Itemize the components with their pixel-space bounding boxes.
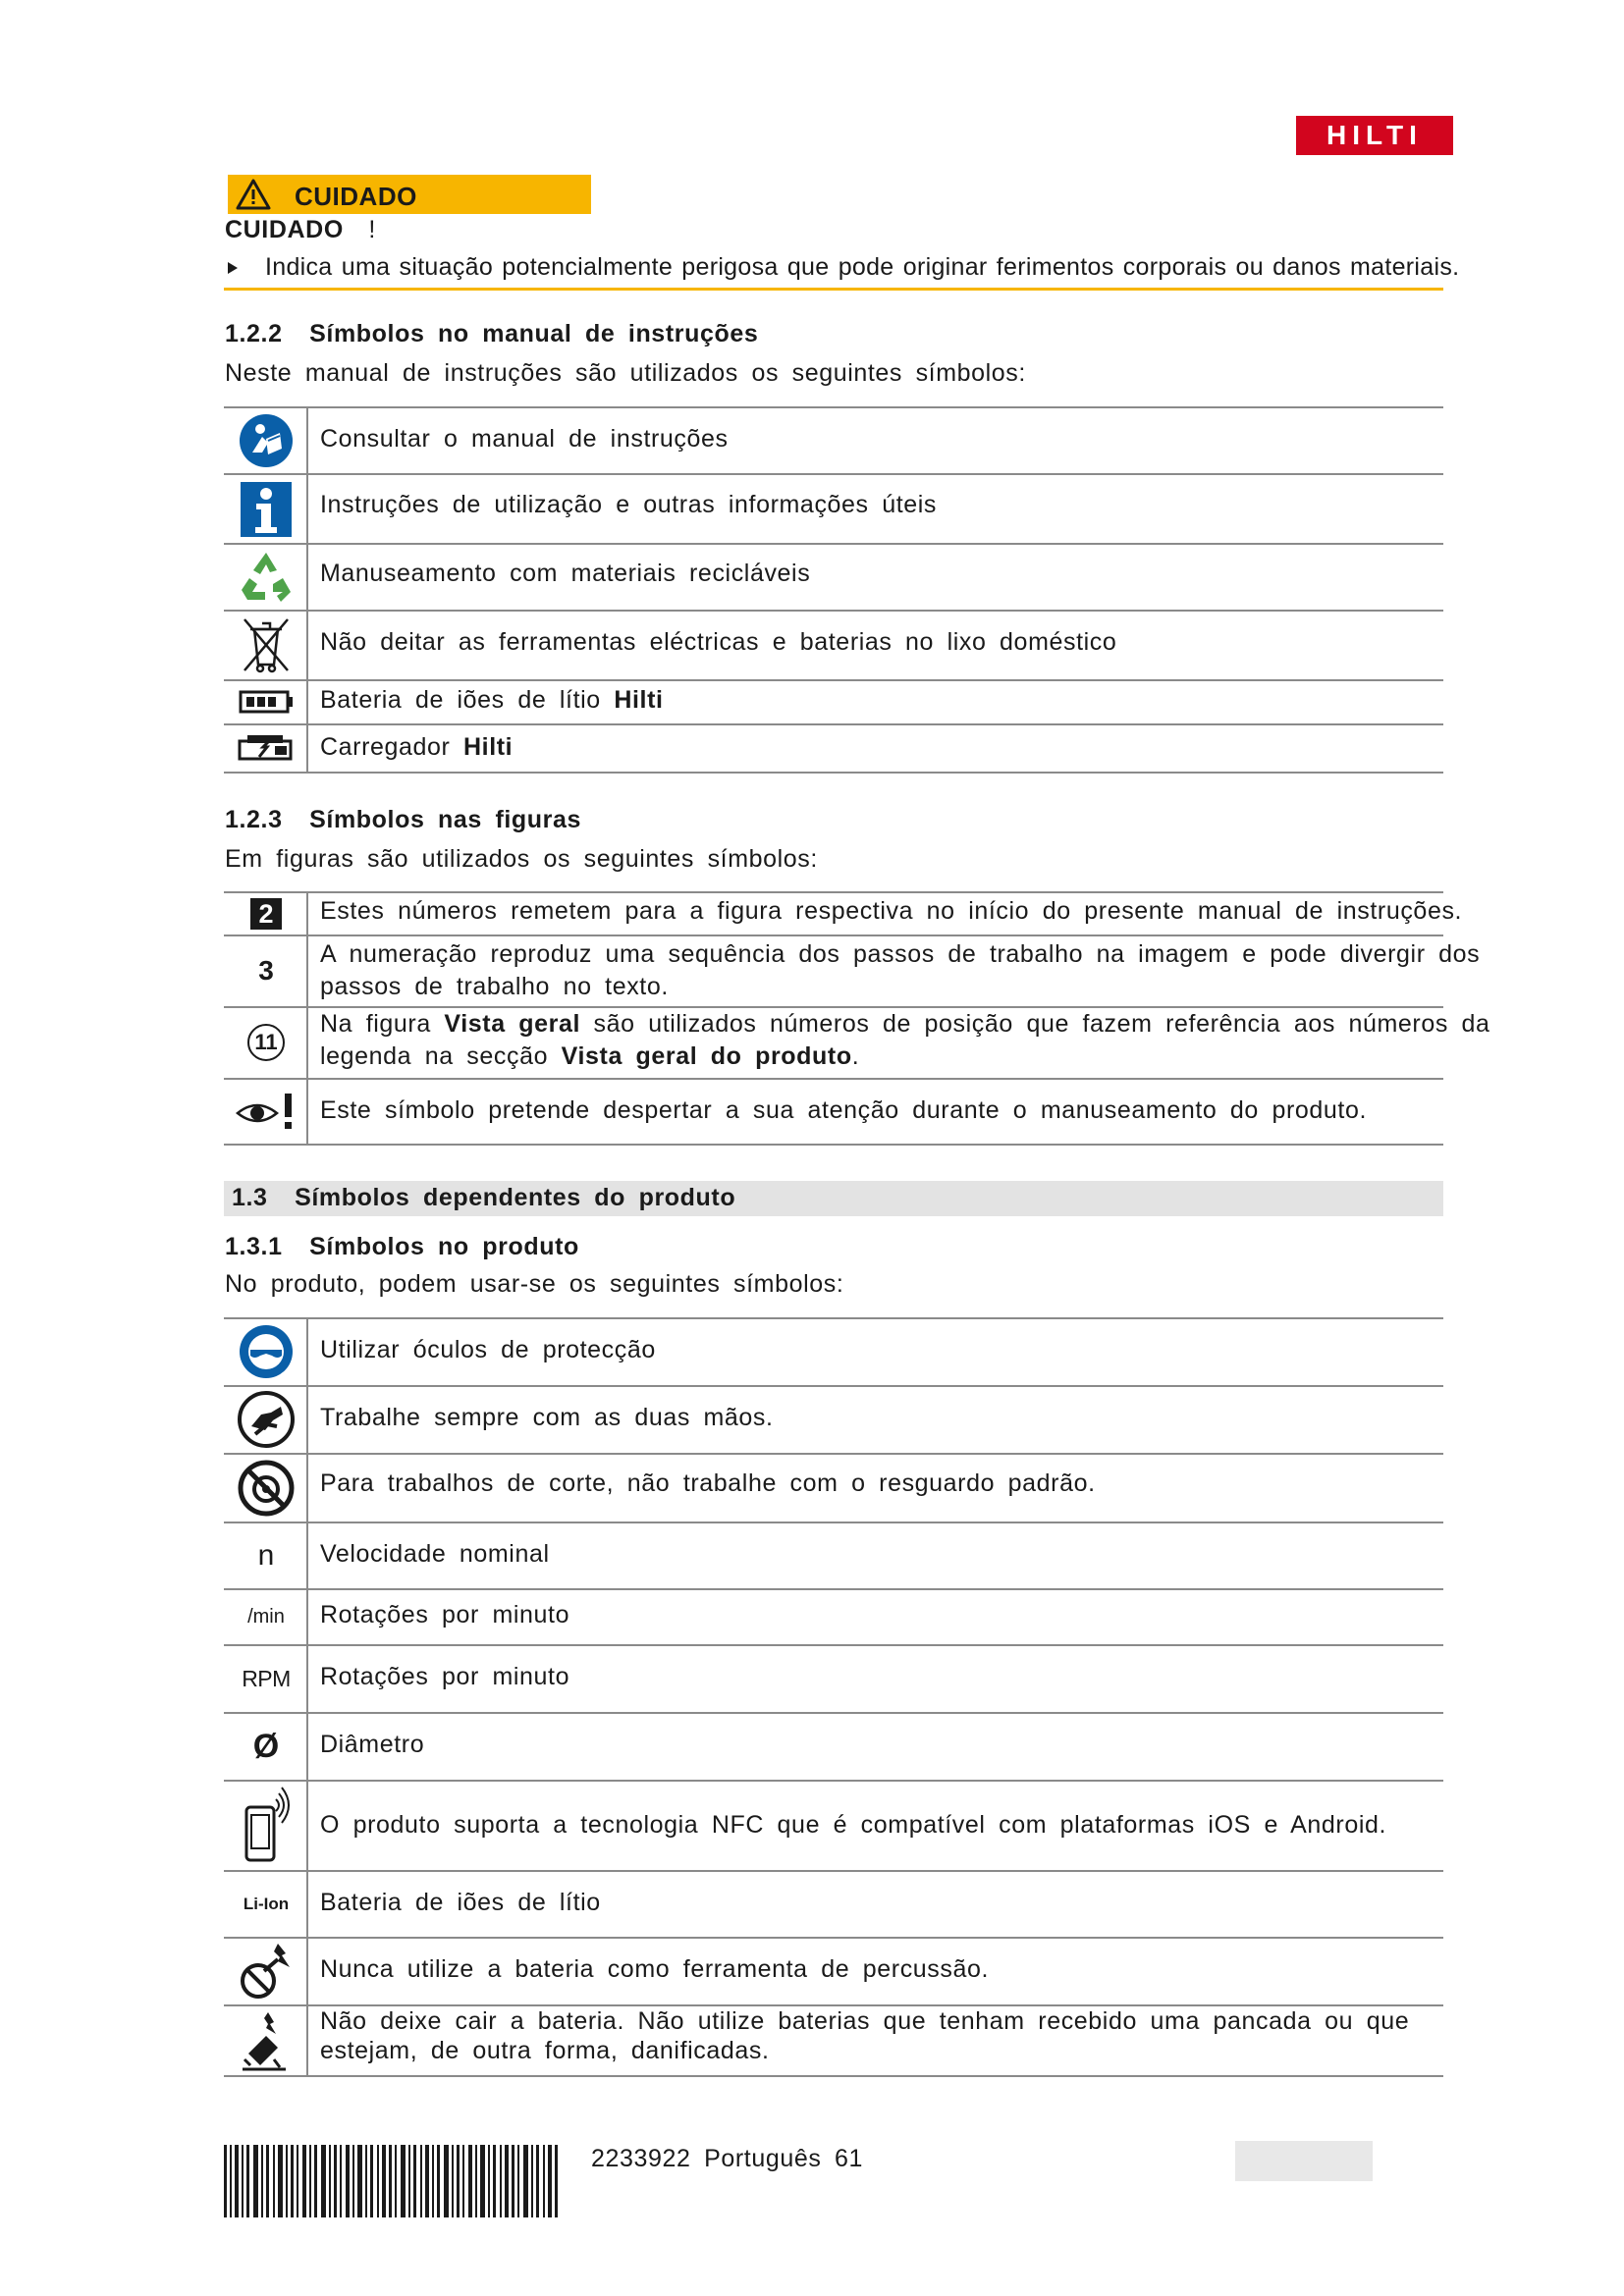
no-hammer-battery-icon	[236, 1939, 297, 2003]
charger-icon	[236, 725, 297, 771]
section-title: Símbolos dependentes do produto	[295, 1184, 736, 1211]
section-number: 1.3.1	[225, 1233, 283, 1260]
symbol-row-text: Bateria de iões de lítio	[320, 1889, 601, 1916]
info-icon	[236, 476, 297, 542]
footer-doc-number: 2233922	[591, 2145, 691, 2172]
symbol-row-text: Este símbolo pretende despertar a sua atenção durante o manuseamento do produto.	[320, 1096, 1368, 1124]
battery-icon	[236, 681, 297, 722]
symbol-row-text: Bateria de iões de lítio Hilti	[320, 686, 664, 714]
recycle-icon	[236, 545, 297, 610]
section-number: 1.2.2	[225, 320, 283, 347]
warning-heading: CUIDADO	[225, 216, 344, 243]
symbol-row-text: Na figura Vista geral são utilizados números de posição que fazem referência aos números da legenda na secção Vista geral do produto.	[320, 1010, 1490, 1070]
footer-text	[591, 2145, 863, 2173]
hilti-logo	[1296, 116, 1453, 155]
safety-glasses-icon	[236, 1319, 297, 1384]
symbol-row-text: Não deitar as ferramentas eléctricas e baterias no lixo doméstico	[320, 628, 1117, 656]
symbol-row-text: Instruções de utilização e outras informações úteis	[320, 491, 938, 518]
section-1-2-2-intro: Neste manual de instruções são utilizados os seguintes símbolos:	[225, 359, 1026, 387]
section-1-3-heading-bar	[224, 1181, 1443, 1216]
barcode	[224, 2145, 560, 2217]
crossed-bin-icon	[236, 612, 297, 678]
bullet-arrow-icon	[228, 262, 238, 274]
symbol-row-text: A numeração reproduz uma sequência dos passos de trabalho na imagem e pode divergir dos passos de trabalho no texto.	[320, 940, 1481, 1000]
no-standard-guard-icon	[236, 1455, 297, 1521]
symbol-row-text: Velocidade nominal	[320, 1540, 550, 1568]
diameter-icon: Ø	[252, 1727, 280, 1765]
step-number-icon: 3	[258, 955, 274, 986]
warning-banner-label: CUIDADO	[295, 182, 417, 211]
footer-page-number: 61	[835, 2145, 864, 2172]
section-number: 1.3	[232, 1184, 268, 1211]
section-1-3-1-intro: No produto, podem usar-se os seguintes símbolos:	[225, 1270, 844, 1298]
symbol-row-text: O produto suporta a tecnologia NFC que é compatível com plataformas iOS e Android.	[320, 1811, 1387, 1839]
warning-heading-suffix: !	[368, 216, 376, 243]
warning-banner	[228, 175, 591, 214]
li-ion-icon: Li-Ion	[243, 1895, 290, 1913]
dropped-battery-icon	[236, 2006, 297, 2075]
section-title: Símbolos nas figuras	[309, 806, 581, 833]
symbol-row-text: Carregador Hilti	[320, 733, 514, 761]
rpm-icon: RPM	[242, 1665, 291, 1691]
footer-language: Português	[704, 2145, 822, 2172]
section-title: Símbolos no manual de instruções	[309, 320, 759, 347]
symbol-row-text: Trabalhe sempre com as duas mãos.	[320, 1404, 774, 1431]
hilti-logo-text: HILTI	[1326, 120, 1423, 150]
section-title: Símbolos no produto	[309, 1233, 579, 1260]
manual-icon	[236, 409, 297, 472]
warning-underline	[224, 288, 1443, 291]
section-1-3-1-heading	[225, 1233, 579, 1261]
section-1-2-2-heading	[225, 320, 758, 348]
per-minute-icon: /min	[247, 1606, 285, 1628]
symbol-row-text: Manuseamento com materiais recicláveis	[320, 560, 811, 587]
nominal-speed-icon: n	[257, 1539, 275, 1572]
symbol-row-text: Rotações por minuto	[320, 1601, 570, 1629]
symbol-row-text: Rotações por minuto	[320, 1663, 570, 1690]
warning-heading-line	[225, 216, 376, 244]
symbol-row-text: Consultar o manual de instruções	[320, 425, 729, 453]
symbol-row-text: Não deixe cair a bateria. Não utilize baterias que tenham recebido uma pancada ou que estejam, de outra forma, danificadas.	[320, 2007, 1410, 2064]
symbol-row-text: Diâmetro	[320, 1731, 425, 1758]
section-1-2-3-heading	[225, 806, 581, 834]
attention-eye-icon	[236, 1080, 297, 1143]
symbol-row-text: Estes números remetem para a figura respectiva no início do presente manual de instruções.	[320, 897, 1463, 925]
position-number-icon: 11	[236, 1008, 297, 1077]
warning-triangle-icon	[236, 179, 271, 210]
warning-bullet-text: Indica uma situação potencialmente perigosa que pode originar ferimentos corporais ou danos materiais.	[265, 253, 1460, 281]
symbol-row-text: Nunca utilize a bateria como ferramenta de percussão.	[320, 1955, 990, 1983]
section-number: 1.2.3	[225, 806, 283, 833]
figure-number-icon: 2	[236, 893, 297, 934]
section-1-2-3-intro: Em figuras são utilizados os seguintes símbolos:	[225, 845, 818, 873]
symbol-row-text: Para trabalhos de corte, não trabalhe com o resguardo padrão.	[320, 1469, 1096, 1497]
footer-gray-box	[1235, 2141, 1373, 2181]
nfc-phone-icon	[236, 1782, 297, 1869]
symbol-row-text: Utilizar óculos de protecção	[320, 1336, 656, 1363]
two-hands-icon	[236, 1387, 297, 1452]
